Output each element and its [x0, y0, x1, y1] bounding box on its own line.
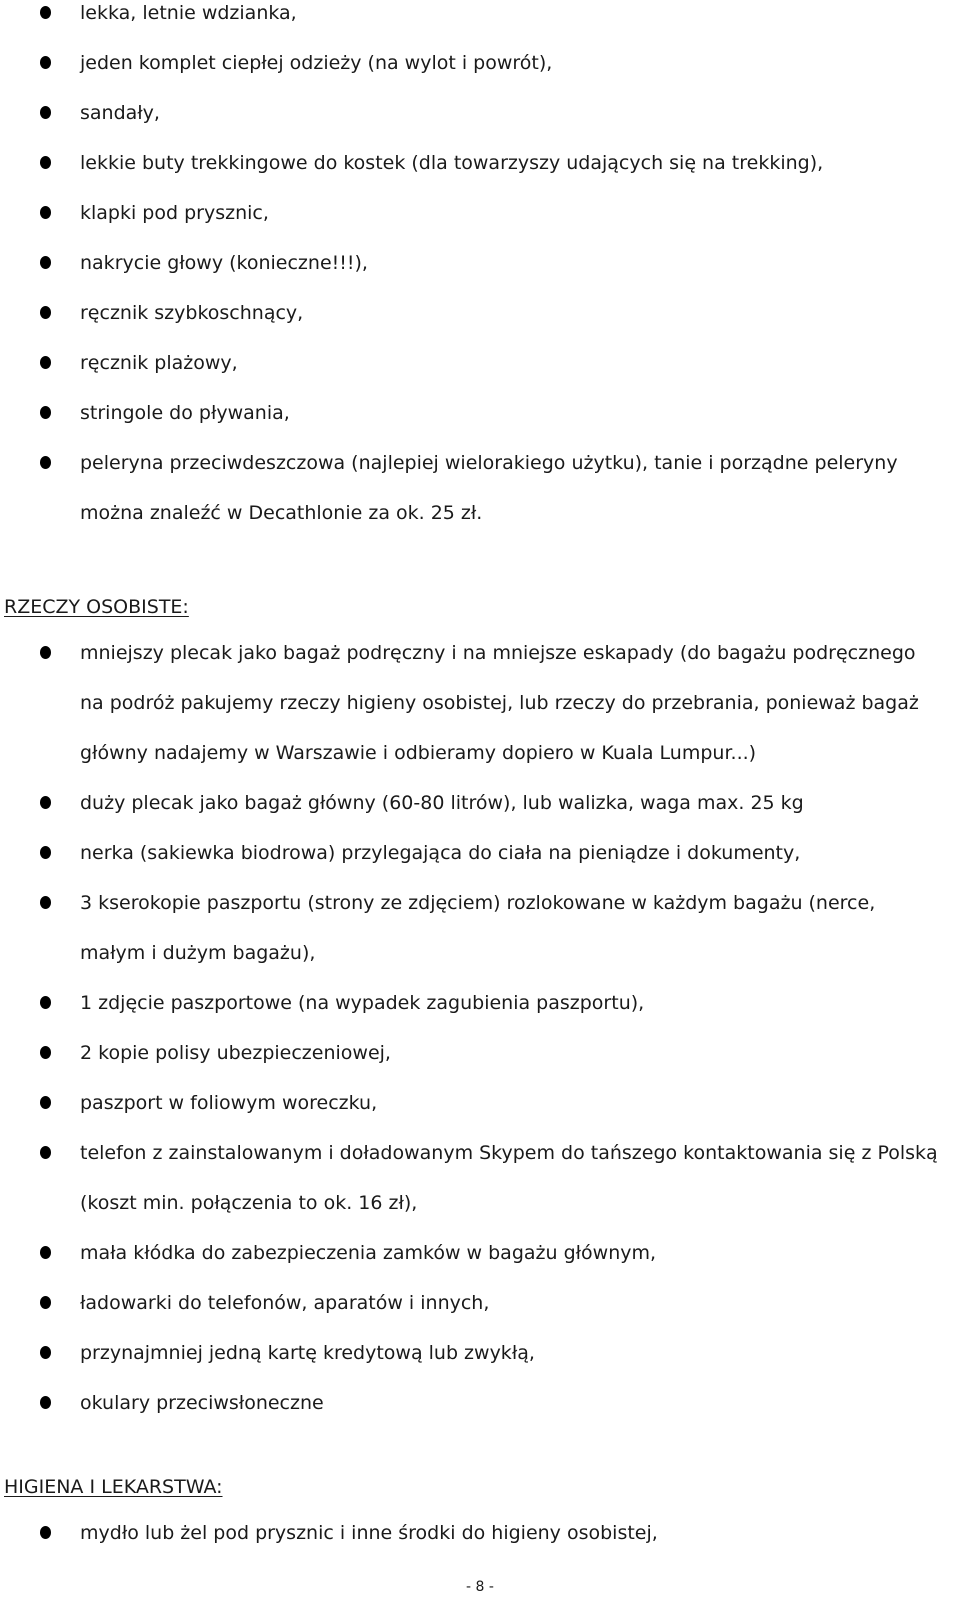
list-item: ręcznik szybkoschnący,: [0, 288, 960, 338]
list-item: mniejszy plecak jako bagaż podręczny i na mniejsze eskapady (do bagażu podręcznego na podróż pakujemy rzeczy higieny osobistej, lub rzeczy do przebrania, ponieważ bagaż główny nadajemy w Warszawie i odbieramy dopiero w Kuala Lumpur...): [0, 628, 960, 778]
list-item: sandały,: [0, 88, 960, 138]
list-item: przynajmniej jedną kartę kredytową lub zwykłą,: [0, 1328, 960, 1378]
list-item: lekkie buty trekkingowe do kostek (dla towarzyszy udających się na trekking),: [0, 138, 960, 188]
list-item: mydło lub żel pod prysznic i inne środki do higieny osobistej,: [0, 1508, 960, 1558]
list-item: jeden komplet ciepłej odzieży (na wylot i powrót),: [0, 38, 960, 88]
list-item: 3 kserokopie paszportu (strony ze zdjęciem) rozlokowane w każdym bagażu (nerce, małym i dużym bagażu),: [0, 878, 960, 978]
section-heading-hygiene: HIGIENA I LEKARSTWA:: [4, 1476, 223, 1498]
list-item: telefon z zainstalowanym i doładowanym Skypem do tańszego kontaktowania się z Polską (koszt min. połączenia to ok. 16 zł),: [0, 1128, 960, 1228]
list-item: duży plecak jako bagaż główny (60-80 litrów), lub walizka, waga max. 25 kg: [0, 778, 960, 828]
list-item: peleryna przeciwdeszczowa (najlepiej wielorakiego użytku), tanie i porządne peleryny można znaleźć w Decathlonie za ok. 25 zł.: [0, 438, 960, 538]
section-heading-personal: RZECZY OSOBISTE:: [4, 596, 189, 618]
list-item: ręcznik plażowy,: [0, 338, 960, 388]
list-item: paszport w foliowym woreczku,: [0, 1078, 960, 1128]
list-item: nakrycie głowy (konieczne!!!),: [0, 238, 960, 288]
hygiene-list: [0, 1508, 960, 1558]
list-item: 1 zdjęcie paszportowe (na wypadek zagubienia paszportu),: [0, 978, 960, 1028]
list-item: mała kłódka do zabezpieczenia zamków w bagażu głównym,: [0, 1228, 960, 1278]
list-item: ładowarki do telefonów, aparatów i innych,: [0, 1278, 960, 1328]
clothing-list: [0, 0, 960, 538]
list-item: stringole do pływania,: [0, 388, 960, 438]
list-item: 2 kopie polisy ubezpieczeniowej,: [0, 1028, 960, 1078]
list-item: nerka (sakiewka biodrowa) przylegająca do ciała na pieniądze i dokumenty,: [0, 828, 960, 878]
list-item: lekka, letnie wdzianka,: [0, 0, 960, 38]
list-item: klapki pod prysznic,: [0, 188, 960, 238]
list-item: okulary przeciwsłoneczne: [0, 1378, 960, 1428]
page-number: - 8 -: [466, 1579, 494, 1595]
personal-items-list: [0, 628, 960, 1428]
